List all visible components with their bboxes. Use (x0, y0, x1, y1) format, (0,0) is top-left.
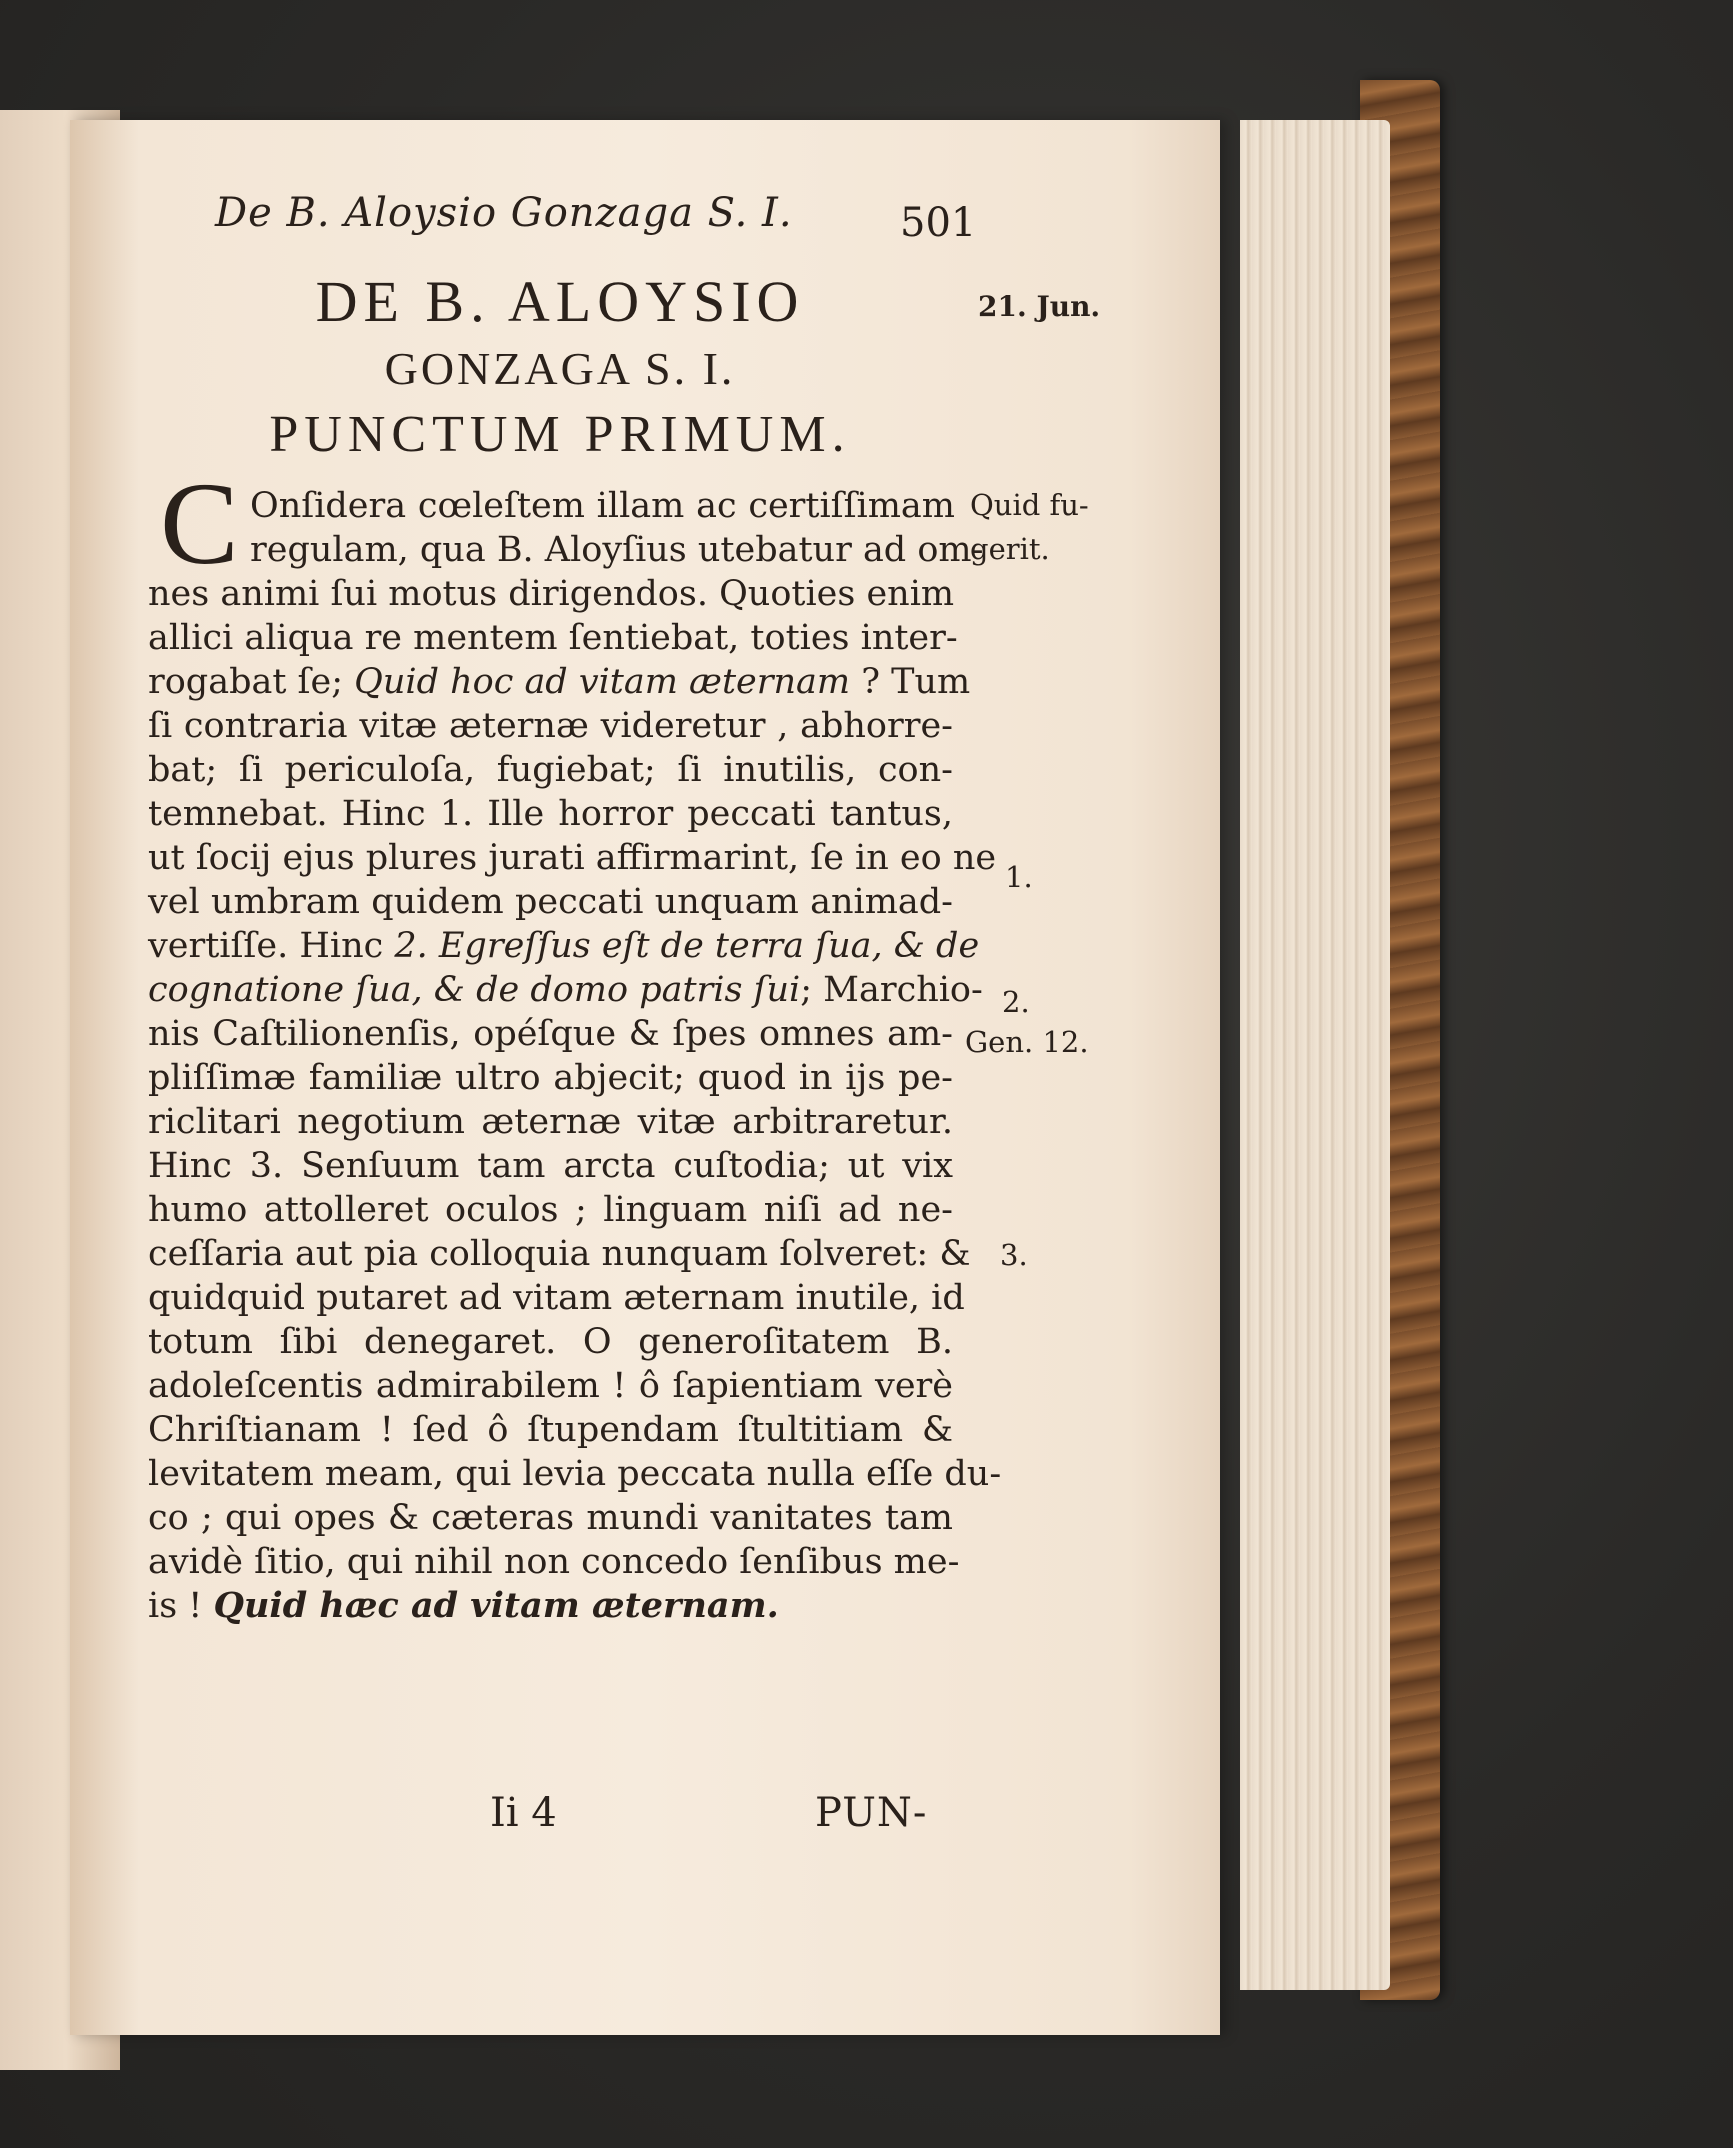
body-line: levitatem meam, qui levia peccata nulla eſſe du- (148, 1454, 1002, 1494)
drop-cap: C (160, 458, 239, 589)
body-line: nes animi ſui motus dirigendos. Quoties enim (148, 574, 955, 614)
body-line: pliſſimæ familiæ ultro abjecit; quod in ijs pe- (148, 1058, 953, 1098)
body-line: vel umbram quidem peccati unquam animad- (148, 882, 953, 922)
body-line (148, 968, 983, 1012)
body-line-segment: ? Tum (861, 662, 971, 702)
italic-quote: 2. Egreſſus eſt de terra ſua, & de (394, 926, 980, 966)
body-line (148, 924, 980, 968)
body-line: nis Caſtilionenſis, opéſque & ſpes omnes am- (148, 1014, 953, 1054)
body-line: Onſidera cœleſtem illam ac certiſſimam (250, 486, 955, 526)
margin-note-1: 1. (1005, 860, 1033, 894)
body-line: avidè ſitio, qui nihil non concedo ſenſibus me- (148, 1542, 960, 1582)
heading-line-1: DE B. ALOYSIO (315, 269, 805, 334)
body-line: allici aliqua re mentem ſentiebat, toties inter- (148, 618, 958, 658)
body-line: riclitari negotium æternæ vitæ arbitraretur. (148, 1102, 953, 1142)
page-number: 501 (900, 200, 977, 246)
italic-quote: Quid hoc ad vitam æternam (354, 662, 851, 702)
body-line: regulam, qua B. Aloyſius utebatur ad om- (250, 530, 984, 570)
running-title: De B. Aloysio Gonzaga S. I. (215, 190, 793, 236)
body-line: Hinc 3. Senſuum tam arcta cuſtodia; ut vix (148, 1146, 953, 1186)
signature-mark: Ii 4 (490, 1790, 557, 1836)
body-line (148, 660, 971, 704)
body-line: temnebat. Hinc 1. Ille horror peccati tantus, (148, 794, 953, 834)
body-line: quidquid putaret ad vitam æternam inutile, id (148, 1278, 965, 1318)
body-line: bat; ſi periculoſa, fugiebat; ſi inutilis, con- (148, 750, 953, 790)
body-line: humo attolleret oculos ; linguam niſi ad ne- (148, 1190, 953, 1230)
italic-quote: cognatione ſua, & de domo patris ſui (148, 970, 801, 1010)
body-line-segment: ; Marchio- (800, 970, 983, 1010)
page-stack (1240, 120, 1390, 1990)
heading-line-3: PUNCTUM PRIMUM. (269, 406, 851, 463)
body-line: ceſſaria aut pia colloquia nunquam ſolveret: & (148, 1234, 971, 1274)
margin-note-2: 2. (1002, 985, 1030, 1019)
margin-note-quid-fuerit-cont: gerit. (970, 532, 1050, 566)
body-line (148, 1584, 953, 1628)
body-line-segment: is ! (148, 1586, 203, 1626)
body-line: adoleſcentis admirabilem ! ô ſapientiam verè (148, 1366, 953, 1406)
body-line: totum ſibi denegaret. O generoſitatem B. (148, 1322, 953, 1362)
body-line: co ; qui opes & cæteras mundi vanitates tam (148, 1498, 953, 1538)
body-line-segment: vertiſſe. Hinc (148, 926, 384, 966)
margin-note-quid-fuerit: Quid fu- (970, 488, 1089, 522)
body-line: Chriſtianam ! ſed ô ſtupendam ſtultitiam & (148, 1410, 953, 1450)
margin-note-gen: Gen. 12. (965, 1025, 1089, 1059)
catchword: PUN- (815, 1790, 928, 1836)
margin-note-3: 3. (1000, 1238, 1028, 1272)
heading-line-2: GONZAGA S. I. (384, 343, 736, 394)
body-line: ut ſocij ejus plures jurati affirmarint, ſe in eo ne (148, 838, 997, 878)
body-line-segment: rogabat ſe; (148, 662, 343, 702)
body-line: ſi contraria vitæ æternæ videretur , abhorre- (148, 706, 953, 746)
margin-date: 21. Jun. (978, 290, 1101, 323)
italic-quote: Quid hæc ad vitam æternam. (213, 1585, 779, 1626)
